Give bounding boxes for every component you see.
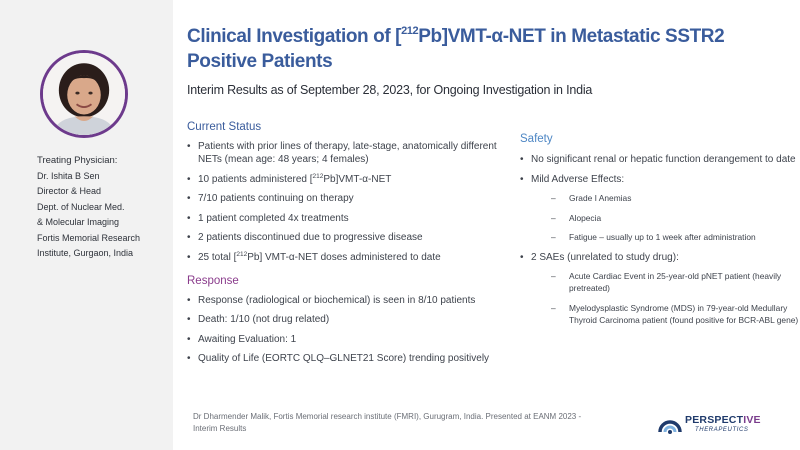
page-subtitle: Interim Results as of September 28, 2023, for Ongoing Investigation in India [187,83,593,97]
page-title [187,24,777,74]
adverse-effects-sublist [531,192,800,244]
list-item: • Awaiting Evaluation: 1 [187,333,517,346]
right-column [520,133,800,334]
list-item: • No significant renal or hepatic function derangement to date [520,153,800,166]
physician-line: & Molecular Imaging [37,217,120,227]
sub-list-item: – Grade I Anemias [531,192,800,205]
safety-list [520,153,800,327]
list-item [520,173,800,244]
physician-line: Dr. Ishita B Sen [37,170,100,181]
response-list [187,294,517,366]
logo-name [685,414,761,426]
list-item-sup: 212 [236,250,248,258]
list-item-sup: 212 [312,172,324,180]
list-item-text: Pb]VMT-α-NET [323,173,392,185]
list-item: • Patients with prior lines of therapy, late-stage, anatomically different NETs (mean age: 48 years; 4 females) [187,140,517,166]
left-column [187,121,517,372]
physician-info [37,153,140,262]
physician-portrait-icon [43,53,125,135]
list-item: • 2 patients discontinued due to progressive disease [187,231,517,244]
footer-citation: Dr Dharmender Malik, Fortis Memorial research institute (FMRI), Gurugram, India. Presented at EANM 2023 - Interim Results [193,412,582,433]
sae-sublist [531,270,800,327]
physician-line: Fortis Memorial Research [37,232,141,243]
list-item: • Quality of Life (EORTC QLQ–GLNET21 Score) trending positively [187,352,517,365]
title-part2: Pb]VMT-α-NET in Metastatic SSTR2 Positive Patients [187,26,725,72]
sub-list-item: – Fatigue – usually up to 1 week after administration [531,231,800,244]
title-superscript: 212 [401,25,419,37]
list-item: • 1 patient completed 4x treatments [187,212,517,225]
physician-photo [40,50,128,138]
title-part1: Clinical Investigation of [ [187,26,402,47]
list-item: • Death: 1/10 (not drug related) [187,313,517,326]
sub-list-item: – Alopecia [531,212,800,225]
list-item [187,173,517,186]
logo-name-accent: IVE [743,414,761,426]
logo-tagline: THERAPEUTICS [695,427,749,433]
physician-line: Director & Head [37,186,102,196]
sub-list-item: – Myelodysplastic Syndrome (MDS) in 79-year-old Medullary Thyroid Carcinoma patient (found positive for BCR-ABL gene) [531,302,800,327]
list-item [187,251,517,264]
list-item-text: 2 SAEs (unrelated to study drug): [531,251,679,263]
list-item-text: 10 patients administered [ [198,173,313,185]
sidebar [0,0,173,450]
list-item-text: Pb] VMT-α-NET doses administered to date [247,251,441,263]
response-heading: Response [187,274,239,287]
list-item: • Response (radiological or biochemical) is seen in 8/10 patients [187,294,517,307]
physician-line: Dept. of Nuclear Med. [37,201,125,212]
perspective-logo-icon [657,410,683,436]
list-item-text: Mild Adverse Effects: [531,174,625,185]
current-status-heading: Current Status [187,121,262,133]
physician-line: Institute, Gurgaon, India [37,248,134,258]
list-item [520,251,800,327]
list-item-text: 25 total [ [198,251,237,263]
sub-list-item: – Acute Cardiac Event in 25-year-old pNET patient (heavily pretreated) [531,270,800,295]
list-item: • 7/10 patients continuing on therapy [187,192,517,205]
physician-label: Treating Physician: [37,155,118,166]
logo-name-main: PERSPECT [685,414,744,426]
company-logo [657,410,797,438]
current-status-list [187,140,517,264]
safety-heading: Safety [520,133,553,145]
main-content [187,0,800,450]
